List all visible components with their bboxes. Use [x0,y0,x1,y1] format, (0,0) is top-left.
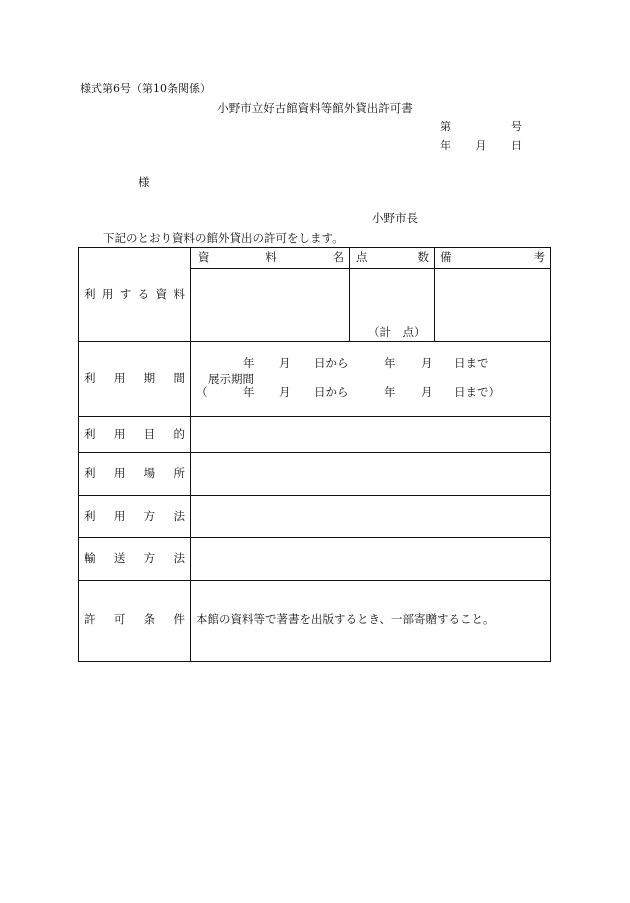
row-label-usage-method: 利 用 方 法 [84,509,185,523]
row-label-materials: 利 用 す る 資 料 [84,287,185,301]
issue-date [440,140,522,151]
exhibition-period-label: 展示期間 [208,372,254,386]
row-label-conditions: 許 可 条 件 [84,612,185,626]
issue-number [440,121,522,132]
issue-date-month: 月 [475,139,487,152]
lead-text: 下記のとおり資料の館外貸出の許可をします。 [103,231,344,245]
issue-number-prefix: 第 [440,120,451,133]
column-header-count: 点 数 [356,250,429,264]
permit-table: 利 用 す る 資 料 資 料 名 点 数 備 考 （計 点） 利 用 期 間 年 月 日から 年 月 日まで 展示期間 （ 年 月 日から 年 月 日まで） 利 用 目 的 利 用 場 所 利 用 方 法 輸 送 方 法 許 可 条 件 本館の資料等で著書を出版するとき、一部寄贈すること。 [78,247,551,662]
row-label-period: 利 用 期 間 [84,371,185,385]
permit-conditions-text: 本館の資料等で著書を出版するとき、一部寄贈すること。 [196,612,495,626]
column-header-remarks: 備 考 [440,250,545,264]
materials-total-count: （計 点） [368,325,426,339]
row-label-purpose: 利 用 目 的 [84,427,185,441]
row-label-place: 利 用 場 所 [84,466,185,480]
column-header-material-name: 資 料 名 [198,250,344,264]
form-number: 様式第6号（第10条関係） [80,82,211,95]
document-title: 小野市立好古館資料等館外貸出許可書 [217,101,413,115]
issuer: 小野市長 [372,211,418,225]
addressee-suffix: 様 [138,175,150,189]
issue-number-suffix: 号 [511,120,522,133]
issue-date-day: 日 [511,139,522,152]
issue-date-year: 年 [440,139,451,152]
row-label-transport-method: 輸 送 方 法 [84,551,185,565]
